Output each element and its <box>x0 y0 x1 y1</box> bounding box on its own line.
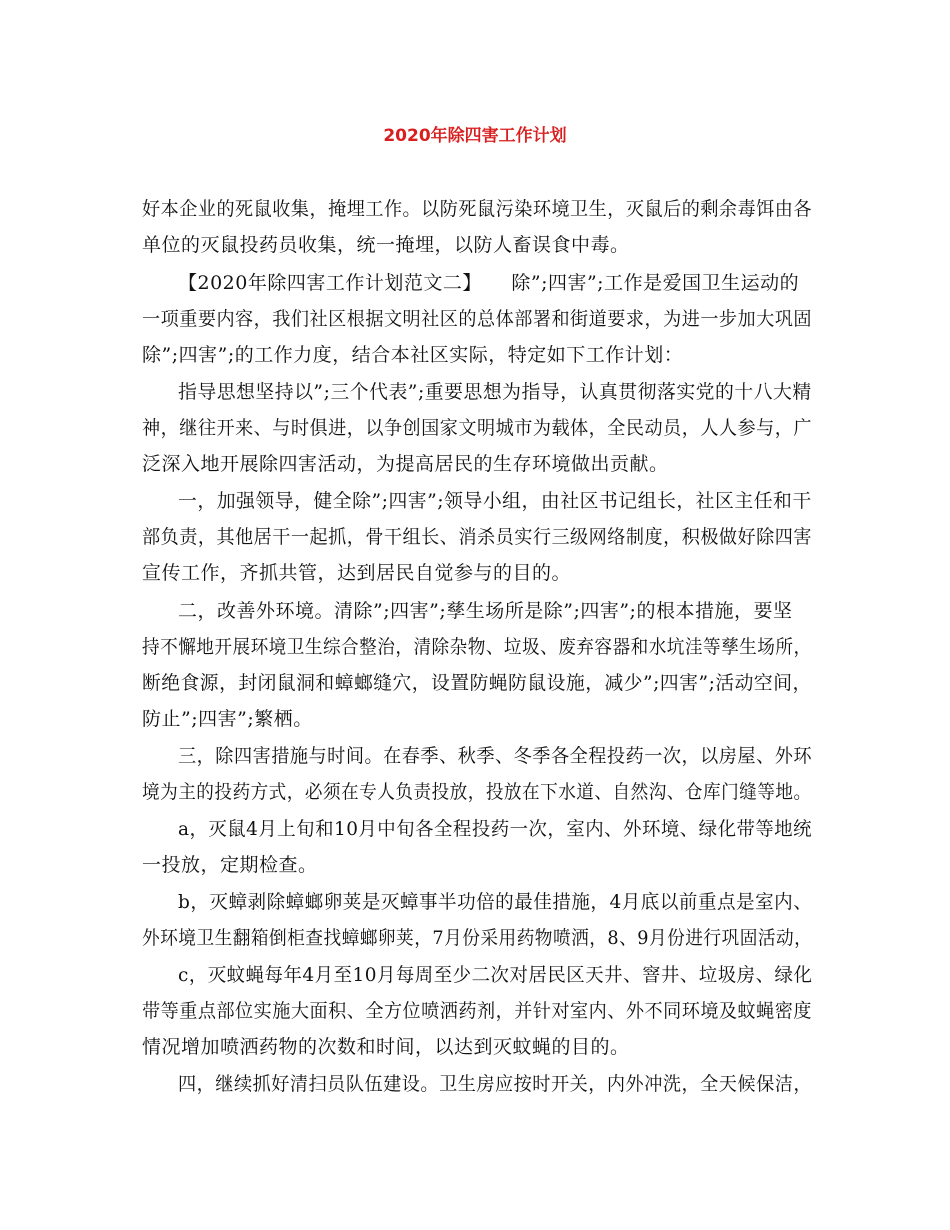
body-line: 宣传工作，齐抓共管，达到居民自觉参与的目的。 <box>142 562 572 584</box>
body-line: 断绝食源，封闭鼠洞和蟑螂缝穴，设置防蝇防鼠设施，减少”;四害”;活动空间， <box>142 672 812 694</box>
body-line: 一，加强领导，健全除”;四害”;领导小组，由社区书记组长，社区主任和干 <box>178 490 812 512</box>
body-line: a，灭鼠4月上旬和10月中旬各全程投药一次，室内、外环境、绿化带等地统 <box>178 818 813 840</box>
body-line: 二，改善外环境。清除”;四害”;孳生场所是除”;四害”;的根本措施，要坚 <box>178 600 793 622</box>
body-line: 一投放，定期检查。 <box>142 854 318 876</box>
body-line: 除”;四害”;的工作力度，结合本社区实际，特定如下工作计划： <box>142 344 684 366</box>
document-title: 2020年除四害工作计划 <box>383 126 567 146</box>
body-line: 神，继往开来、与时俱进，以争创国家文明城市为载体，全民动员，人人参与，广 <box>142 417 813 439</box>
body-line: 泛深入地开展除四害活动，为提高居民的生存环境做出贡献。 <box>142 453 669 475</box>
body-line: 指导思想坚持以”;三个代表”;重要思想为指导，认真贯彻落实党的十八大精 <box>178 381 812 403</box>
body-line: 单位的灭鼠投药员收集，统一掩埋，以防人畜误食中毒。 <box>142 234 630 256</box>
body-line: b，灭蟑剥除蟑螂卵荚是灭蟑事半功倍的最佳措施，4月底以前重点是室内、 <box>178 891 813 913</box>
body-line: 持不懈地开展环境卫生综合整治，清除杂物、垃圾、废弃容器和水坑洼等孳生场所， <box>142 636 812 658</box>
body-line: 境为主的投药方式，必须在专人负责投放，投放在下水道、自然沟、仓库门缝等地。 <box>142 781 812 803</box>
body-line: 四，继续抓好清扫员队伍建设。卫生房应按时开关，内外冲洗，全天候保洁， <box>178 1073 813 1095</box>
body-line: 带等重点部位实施大面积、全方位喷洒药剂，并针对室内、外不同环境及蚊蝇密度 <box>142 1000 813 1022</box>
body-line: c，灭蚊蝇每年4月至10月每周至少二次对居民区天井、窨井、垃圾房、绿化 <box>178 964 813 986</box>
body-line: 部负责，其他居干一起抓，骨干组长、消杀员实行三级网络制度，积极做好除四害 <box>142 526 813 548</box>
body-line: 三，除四害措施与时间。在春季、秋季、冬季各全程投药一次，以房屋、外环 <box>178 745 813 767</box>
body-line: 情况增加喷洒药物的次数和时间，以达到灭蚊蝇的目的。 <box>142 1036 630 1058</box>
body-line: 【2020年除四害工作计划范文二】 除”;四害”;工作是爱国卫生运动的 <box>178 272 800 294</box>
body-line: 好本企业的死鼠收集，掩埋工作。以防死鼠污染环境卫生，灭鼠后的剩余毒饵由各 <box>142 198 813 220</box>
body-line: 一项重要内容，我们社区根据文明社区的总体部署和街道要求，为进一步加大巩固 <box>142 308 813 330</box>
body-line: 防止”;四害”;繁栖。 <box>142 708 313 730</box>
body-line: 外环境卫生翻箱倒柜查找蟑螂卵荚，7月份采用药物喷洒，8、9月份进行巩固活动， <box>142 927 813 949</box>
